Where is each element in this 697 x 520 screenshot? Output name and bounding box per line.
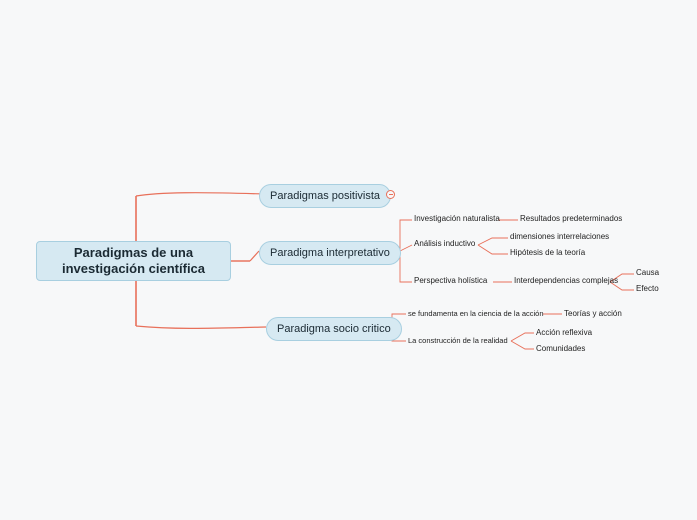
leaf-causa[interactable] xyxy=(636,268,659,277)
leaf-interdependencias-complejas[interactable] xyxy=(514,276,618,285)
leaf-dimensiones-interrelaciones[interactable] xyxy=(510,232,609,241)
leaf-label: Efecto xyxy=(636,284,659,293)
leaf-label: Interdependencias complejas xyxy=(514,276,619,285)
branch-label-interpretativo: Paradigma interpretativo xyxy=(270,247,390,259)
leaf-label: Hipótesis de la teoría xyxy=(510,248,586,257)
leaf-teorias-y-accion[interactable] xyxy=(564,309,622,318)
branch-node-socio-critico[interactable] xyxy=(266,317,402,341)
leaf-label: Resultados predeterminados xyxy=(520,214,623,223)
leaf-label: Investigación naturalista xyxy=(414,214,500,223)
leaf-label: Acción reflexiva xyxy=(536,328,593,337)
leaf-perspectiva-holistica[interactable] xyxy=(414,276,487,285)
leaf-efecto[interactable] xyxy=(636,284,659,293)
leaf-se-fundamenta-ciencia-accion[interactable] xyxy=(408,309,544,318)
branch-label-positivista: Paradigmas positivista xyxy=(270,190,381,202)
root-title-line1: Paradigmas de una xyxy=(73,245,194,260)
leaf-construccion-de-la-realidad[interactable] xyxy=(408,336,508,345)
leaf-label: dimensiones interrelaciones xyxy=(510,232,610,241)
leaf-label: Comunidades xyxy=(536,344,586,353)
branch-node-positivista[interactable] xyxy=(259,184,391,208)
leaf-label: se fundamenta en la ciencia de la acción xyxy=(408,309,544,318)
leaf-investigacion-naturalista[interactable] xyxy=(414,214,500,223)
branch-label-socio-critico: Paradigma socio critico xyxy=(277,323,391,335)
collapse-toggle-icon[interactable] xyxy=(386,190,395,199)
branch-node-interpretativo[interactable] xyxy=(259,241,401,265)
leaf-label: Perspectiva holística xyxy=(414,276,488,285)
leaf-analisis-inductivo[interactable] xyxy=(414,239,475,248)
leaf-label: Causa xyxy=(636,268,660,277)
leaf-comunidades[interactable] xyxy=(536,344,585,353)
leaf-label: Análisis inductivo xyxy=(414,239,476,248)
leaf-accion-reflexiva[interactable] xyxy=(536,328,592,337)
leaf-resultados-predeterminados[interactable] xyxy=(520,214,622,223)
root-node[interactable] xyxy=(36,241,231,281)
leaf-label: Teorías y acción xyxy=(564,309,622,318)
leaf-hipotesis-de-la-teoria[interactable] xyxy=(510,248,585,257)
leaf-label: La construcción de la realidad xyxy=(408,336,508,345)
root-title-line2: investigación científica xyxy=(61,261,206,276)
